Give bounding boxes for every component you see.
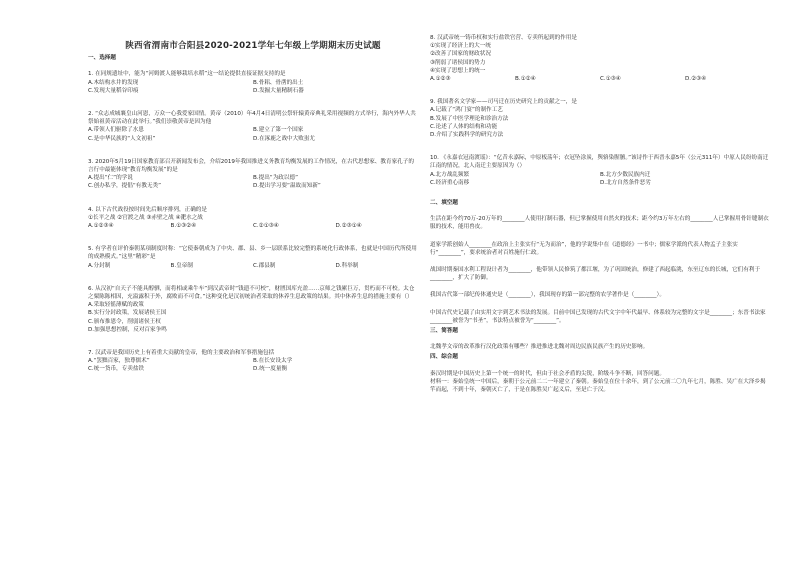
question-stem: 1. 在同规遗址中，能为“河姆渡人能够栽培水稻”这一结论提供直接证据支持的是: [88, 71, 286, 78]
option-d: D.在涿鹿之战中大败蚩尤: [253, 135, 316, 142]
option-d: D.加强思想控制，反对百家争鸣: [88, 326, 167, 333]
question-item: ③削弱了诸侯国的势力: [430, 59, 486, 66]
option-d: D.科举制: [335, 262, 359, 269]
question-stem: 3. 2020年5月19日国家教育部召开新闻发布会，介绍2019年我国推进义务教育均衡发展的工作情况，在古代思想家、教育家孔子的言行中最能体现“教育均衡发展”的是: [88, 158, 414, 174]
option-a: A.①②③: [430, 76, 451, 83]
paper-title: 陕西省渭南市合阳县2020-2021学年七年级上学期期末历史试题: [125, 41, 381, 51]
option-c: C.经济重心南移: [430, 179, 470, 186]
option-d: D.介绍了实践科学的研究方法: [430, 132, 504, 139]
question-stem: 5. 有学者在评价秦朝某项制度时称：“它使秦朝成为了中央、郡、县、乡一层联系比较完整的系统化行政体系，也就是中国历代所使用的成熟模式。”这里“精彩”是: [88, 246, 417, 261]
fill-question-1: 生活在距今约70万-20万年的________人使用打制石器，但已掌握使用自然火的技术；距今约3万年左右的________人已掌握用骨针缝制衣服的技术，能用兽皮。: [430, 216, 769, 231]
option-c: C.是中华民族的“人文初祖”: [88, 135, 156, 142]
question-3: [88, 158, 418, 191]
question-5: [88, 245, 418, 270]
question-2: [88, 110, 418, 143]
question-1: [88, 70, 418, 95]
option-b: B.北方少数民族内迁: [600, 171, 651, 178]
comprehensive-material-1: 材料一：秦始皇统一中国后，秦朝于公元前二二一年建立了秦朝。秦始皇在位十余年，到了公元前二〇九年七月，陈胜、吴广在大泽乡揭竿而起，不到十年，秦朝灭亡了，于是在陈胜吴广起义后，至是亡于汉。: [430, 378, 766, 394]
question-item: ④实现了思想上的统一: [430, 67, 486, 74]
question-stem: 7. 汉武帝是我国历史上有着重大贡献的皇帝，他的主要政治和军事措施包括: [88, 350, 275, 357]
option-b: B.①②④: [515, 76, 536, 83]
question-6: [88, 285, 418, 334]
question-item: ②改善了国家的财政状况: [430, 51, 491, 58]
section-comprehensive-heading: 四、综合题: [430, 354, 458, 361]
option-a: A.记载了“鸿门宴”的制作工艺: [430, 107, 503, 114]
comprehensive-intro: 秦汉时期是中国历史上第一个统一的时代，但由于社会矛盾的尖锐，阶级斗争不断，回答问题。: [430, 370, 665, 377]
question-stem: 4. 以下古代战役按时间先后顺序排列，正确的是: [88, 206, 207, 213]
option-d: D.②③④: [685, 76, 707, 83]
question-stem: 2. “众志成城襄皇山河恩，万众一心我爱家国情。黄帝（2010）年4月4日清明公祭轩辕黄帝典礼采用视频的方式举行，海内外华人共祭始祖黄帝活动在此举行。”我们崇敬黄帝是因为他: [88, 111, 416, 126]
option-c: C.创办私学，提倡“有教无类”: [88, 183, 162, 190]
question-item: ①实现了经济上的大一统: [430, 43, 491, 50]
option-b: B.皇帝制: [170, 262, 193, 269]
question-4: [88, 206, 418, 231]
option-b: B.在长安设太学: [253, 358, 293, 365]
left-column: [88, 34, 418, 375]
option-d: D.发掘大量精制石器: [253, 87, 304, 94]
question-7: [88, 349, 418, 374]
short-answer-question: 北魏孝文帝的改革推行汉化政策有哪些？推进推进北魏对周边民族民族产生的历史影响。: [430, 344, 649, 351]
question-stem: 10. 《永嘉衣冠南渡谣》：“亿昔永嘉际，中原板荡年；衣冠坠涂炭，舆辂染腥膻。”该诗作于西晋永嘉5年（公元311年）中原人民纷纷南迁江南的情况，北人南迁主要原因为（）: [430, 155, 769, 170]
option-c: C.发现大量稻谷印痕: [88, 87, 139, 94]
question-stem: 6. 从汉初“自天子不能具醇驷，而将相或乘牛车”到汉武帝时“钱遗不可校”，财匮国库充盈……京师之钱累巨万，贯朽而不可校。太仓之粟陈陈相因，充溢露积于外，腐败而不可食。”这种变化是汉初统治者采取的休养生息政策的结果。其中休养生息的措施主要有（）: [88, 285, 415, 301]
option-a: A.采取轻徭薄赋的政策: [88, 302, 144, 309]
option-b: B.发展了中医学理论和诊治方法: [430, 115, 509, 122]
section-choice-heading: 一、选择题: [88, 55, 116, 62]
option-b: B.①③②④: [170, 223, 197, 230]
fill-question-2: 道家学派创始人________在政治上主张实行“无为而治”，他的学说集中在《道德经》一书中；儒家学派的代表人物孟子主张实行“________”，要求统治者对百姓施行仁政。: [430, 241, 738, 256]
fill-question-5: 中国古代史记载了由实用文字到艺术书法的发展。目前中国已发现的古代文字中年代最早、体系较为完整的文字是________；东晋书法家________被誉为“书圣”，书法特点被誉为“________”。: [430, 309, 766, 324]
question-9: [430, 98, 770, 139]
option-a: A.①②③④: [88, 223, 114, 230]
option-d: D.统一度量衡: [253, 366, 288, 373]
option-b: B.建立了第一个国家: [253, 127, 304, 134]
fill-question-3: 战国时期秦国水利工程设计者为________，他带领人民修筑了都江堰，为了巩固统治，修建了西起临洮，东至辽东的长城，它们有利于________，扩大了防御。: [430, 267, 761, 282]
option-a: A.提出“仁”的学说: [88, 175, 133, 182]
question-items: ①长平之战 ②官渡之战 ③赤壁之战 ④淝水之战: [88, 214, 203, 221]
option-a: A.“罢黜百家，独尊儒术”: [88, 358, 150, 365]
option-c: C.②①③④: [253, 223, 279, 230]
option-d: D.提出学习要“温故而知新”: [253, 183, 321, 190]
option-d: D.②③①④: [335, 223, 362, 230]
option-c: C.统一货币，专卖盐铁: [88, 366, 145, 373]
option-c: C.论述了人体的结构和功能: [430, 123, 498, 130]
option-b: B.实行分封政策，发展诸侯王国: [88, 310, 167, 317]
question-stem: 9. 我国著名文学家——司马迁在历史研究上的贡献之一，是: [430, 99, 577, 106]
option-a: A.分封制: [88, 262, 111, 269]
option-c: C.①③④: [600, 76, 621, 83]
question-stem: 8. 汉武帝统一铸币权和实行盐铁官营、专卖所起到的作用是: [430, 35, 577, 41]
right-column: [430, 34, 770, 394]
question-8: [430, 34, 770, 83]
option-a: A.北方战乱频繁: [430, 171, 470, 178]
option-a: A.带领人们驱除了水患: [88, 127, 144, 134]
option-c: C.颁布推恩令，削弱诸侯王权: [88, 318, 161, 325]
option-a: A.木结构水井的发现: [88, 79, 139, 86]
option-c: C.郡县制: [253, 262, 276, 269]
option-b: B.提出“为政以德”: [253, 175, 298, 182]
option-b: B.骨耜、骨凿的出土: [253, 79, 304, 86]
question-10: [430, 154, 770, 187]
section-fill-heading: 二、填空题: [430, 200, 458, 207]
section-short-heading: 三、简答题: [430, 328, 458, 335]
fill-question-4: 我国古代第一部纪传体通史是（________），我国现存的第一部完整的农学著作是（________）。: [430, 292, 665, 299]
option-d: D.北方自然条件恶劣: [600, 179, 651, 186]
